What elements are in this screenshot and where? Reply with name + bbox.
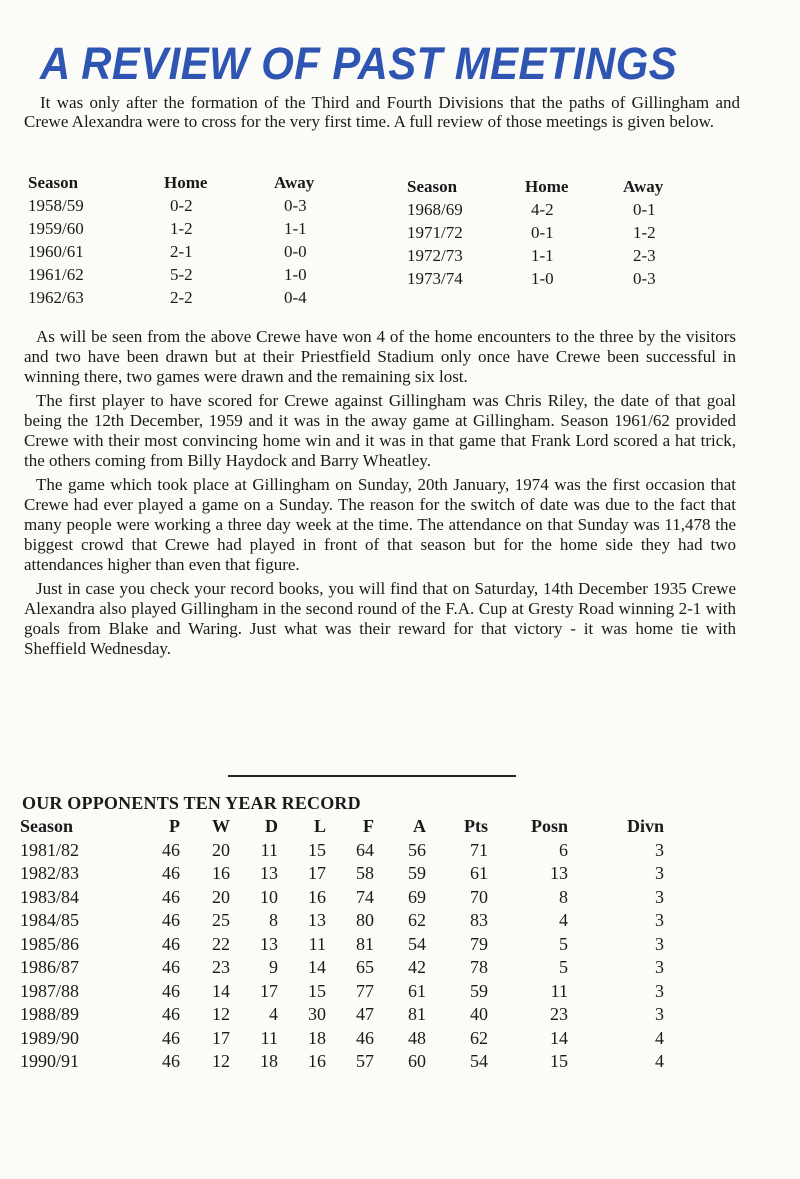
record-row <box>20 862 664 886</box>
points-cell: 70 <box>470 886 488 907</box>
points-cell: 83 <box>470 910 488 931</box>
lost-header: L <box>313 816 326 837</box>
season-cell: 1982/83 <box>20 863 80 884</box>
article-paragraph: Just in case you check your record books, you will find that on Saturday, 14th December 1935 Crewe Alexandra also played Gillingham in the second round of the F.A. Cup at Gresty Road winning 2-1 with goals from Blake and Waring. Just what was their reward for that victory - it was home tie with Sheffield Wednesday. <box>24 579 736 658</box>
drawn-cell: 13 <box>260 863 278 884</box>
home-score-cell: 0-1 <box>531 222 554 242</box>
season-cell: 1983/84 <box>20 886 80 907</box>
position-header: Posn <box>530 816 568 837</box>
drawn-cell: 8 <box>269 910 278 931</box>
division-header: Divn <box>626 816 664 837</box>
record-row <box>20 1050 664 1074</box>
meeting-row <box>28 217 354 240</box>
intro-text <box>24 93 740 131</box>
home-score-cell: 1-2 <box>170 218 193 238</box>
season-cell: 1986/87 <box>20 957 80 978</box>
won-cell: 25 <box>212 910 230 931</box>
played-cell: 46 <box>162 1027 180 1048</box>
played-cell: 46 <box>162 980 180 1001</box>
division-cell: 3 <box>655 839 664 860</box>
position-cell: 15 <box>550 1051 568 1072</box>
won-cell: 12 <box>212 1051 230 1072</box>
points-cell: 71 <box>470 839 488 860</box>
won-header: W <box>212 816 230 837</box>
intro-paragraph: It was only after the formation of the Third and Fourth Divisions that the paths of Gillingham and Crewe Alexandra were to cross for the very first time. A full review of those meetings is given below. <box>24 93 740 131</box>
season-cell: 1988/89 <box>20 1004 80 1025</box>
lost-cell: 30 <box>308 1004 326 1025</box>
for-cell: 47 <box>356 1004 374 1025</box>
for-cell: 81 <box>356 933 374 954</box>
drawn-cell: 10 <box>260 886 278 907</box>
article-body <box>24 327 736 663</box>
season-cell: 1958/59 <box>28 195 84 215</box>
season-cell: 1984/85 <box>20 910 80 931</box>
won-cell: 22 <box>212 933 230 954</box>
for-header: F <box>363 816 374 837</box>
against-cell: 48 <box>408 1027 426 1048</box>
position-cell: 14 <box>550 1027 568 1048</box>
position-cell: 5 <box>559 957 568 978</box>
played-cell: 46 <box>162 1004 180 1025</box>
for-cell: 80 <box>356 910 374 931</box>
for-cell: 65 <box>356 957 374 978</box>
position-cell: 11 <box>550 980 568 1001</box>
season-cell: 1972/73 <box>407 245 463 265</box>
drawn-cell: 18 <box>260 1051 278 1072</box>
division-cell: 3 <box>655 863 664 884</box>
away-score-cell: 0-3 <box>284 195 307 215</box>
season-cell: 1989/90 <box>20 1027 80 1048</box>
lost-cell: 18 <box>308 1027 326 1048</box>
meeting-row <box>28 263 354 286</box>
home-header: Home <box>525 176 569 196</box>
away-score-cell: 1-0 <box>284 264 307 284</box>
division-cell: 3 <box>655 957 664 978</box>
won-cell: 23 <box>212 957 230 978</box>
record-heading: OUR OPPONENTS TEN YEAR RECORD <box>22 793 361 813</box>
division-cell: 3 <box>655 910 664 931</box>
against-header: A <box>413 816 426 837</box>
record-row <box>20 956 664 980</box>
won-cell: 12 <box>212 1004 230 1025</box>
meeting-row <box>28 286 354 309</box>
lost-cell: 13 <box>308 910 326 931</box>
home-header: Home <box>164 172 208 192</box>
home-score-cell: 4-2 <box>531 199 554 219</box>
drawn-header: D <box>265 816 278 837</box>
drawn-cell: 13 <box>260 933 278 954</box>
for-cell: 57 <box>356 1051 374 1072</box>
meeting-row <box>407 244 703 267</box>
season-header: Season <box>20 816 74 837</box>
season-cell: 1987/88 <box>20 980 80 1001</box>
home-score-cell: 1-0 <box>531 268 554 288</box>
article-paragraph: The first player to have scored for Crewe against Gillingham was Chris Riley, the date of that goal being the 12th December, 1959 and it was in the away game at Gillingham. Season 1961/62 provided Crewe with their most convincing home win and it was in that game that Frank Lord scored a hat trick, the others coming from Billy Haydock and Barry Wheatley. <box>24 391 736 470</box>
meeting-row <box>407 221 703 244</box>
lost-cell: 16 <box>308 886 326 907</box>
points-cell: 59 <box>470 980 488 1001</box>
against-cell: 42 <box>408 957 426 978</box>
away-score-cell: 0-3 <box>633 268 656 288</box>
against-cell: 61 <box>408 980 426 1001</box>
record-row <box>20 1027 664 1051</box>
position-cell: 23 <box>550 1004 568 1025</box>
meeting-row <box>28 194 354 217</box>
for-cell: 74 <box>356 886 374 907</box>
won-cell: 20 <box>212 886 230 907</box>
meetings-table-right <box>407 175 703 290</box>
home-score-cell: 2-2 <box>170 287 193 307</box>
position-cell: 5 <box>559 933 568 954</box>
page-title: A REVIEW OF PAST MEETINGS <box>40 38 678 89</box>
division-cell: 3 <box>655 886 664 907</box>
against-cell: 56 <box>408 839 426 860</box>
lost-cell: 15 <box>308 980 326 1001</box>
away-score-cell: 1-1 <box>284 218 307 238</box>
points-cell: 79 <box>470 933 488 954</box>
for-cell: 77 <box>356 980 374 1001</box>
points-header: Pts <box>464 816 488 837</box>
season-cell: 1960/61 <box>28 241 84 261</box>
drawn-cell: 11 <box>260 839 278 860</box>
record-row <box>20 1003 664 1027</box>
season-cell: 1971/72 <box>407 222 463 242</box>
away-score-cell: 0-4 <box>284 287 307 307</box>
season-cell: 1962/63 <box>28 287 84 307</box>
lost-cell: 14 <box>308 957 326 978</box>
season-cell: 1973/74 <box>407 268 463 288</box>
for-cell: 64 <box>356 839 374 860</box>
record-row <box>20 839 664 863</box>
away-score-cell: 2-3 <box>633 245 656 265</box>
season-cell: 1985/86 <box>20 933 80 954</box>
division-cell: 3 <box>655 933 664 954</box>
won-cell: 17 <box>212 1027 230 1048</box>
season-cell: 1981/82 <box>20 839 80 860</box>
meeting-row <box>407 267 703 290</box>
lost-cell: 16 <box>308 1051 326 1072</box>
home-score-cell: 2-1 <box>170 241 193 261</box>
away-score-cell: 1-2 <box>633 222 656 242</box>
drawn-cell: 11 <box>260 1027 278 1048</box>
record-row <box>20 933 664 957</box>
section-divider <box>228 775 516 777</box>
division-cell: 3 <box>655 980 664 1001</box>
away-score-cell: 0-0 <box>284 241 307 261</box>
division-cell: 3 <box>655 1004 664 1025</box>
meetings-header-row <box>407 175 703 198</box>
points-cell: 62 <box>470 1027 488 1048</box>
played-cell: 46 <box>162 839 180 860</box>
home-score-cell: 1-1 <box>531 245 554 265</box>
against-cell: 59 <box>408 863 426 884</box>
away-score-cell: 0-1 <box>633 199 656 219</box>
played-header: P <box>169 816 180 837</box>
season-cell: 1968/69 <box>407 199 463 219</box>
season-header: Season <box>407 176 458 196</box>
points-cell: 78 <box>470 957 488 978</box>
played-cell: 46 <box>162 1051 180 1072</box>
against-cell: 54 <box>408 933 426 954</box>
won-cell: 20 <box>212 839 230 860</box>
played-cell: 46 <box>162 910 180 931</box>
position-cell: 6 <box>559 839 568 860</box>
away-header: Away <box>274 172 315 192</box>
drawn-cell: 17 <box>260 980 278 1001</box>
won-cell: 14 <box>212 980 230 1001</box>
points-cell: 61 <box>470 863 488 884</box>
division-cell: 4 <box>655 1027 664 1048</box>
article-paragraph: The game which took place at Gillingham on Sunday, 20th January, 1974 was the first occasion that Crewe had ever played a game on a Sunday. The reason for the switch of date was due to the fact that many people were working a three day week at the time. The attendance on that Sunday was 11,478 the biggest crowd that Crewe had played in front of that season but for the home side they had two attendances higher than even that figure. <box>24 475 736 574</box>
lost-cell: 15 <box>308 839 326 860</box>
for-cell: 58 <box>356 863 374 884</box>
record-row <box>20 909 664 933</box>
season-header: Season <box>28 172 79 192</box>
position-cell: 13 <box>550 863 568 884</box>
lost-cell: 17 <box>308 863 326 884</box>
for-cell: 46 <box>356 1027 374 1048</box>
played-cell: 46 <box>162 863 180 884</box>
record-header-row <box>20 815 664 839</box>
home-score-cell: 0-2 <box>170 195 193 215</box>
record-row <box>20 980 664 1004</box>
meetings-table-left <box>28 171 354 309</box>
drawn-cell: 9 <box>269 957 278 978</box>
played-cell: 46 <box>162 933 180 954</box>
against-cell: 62 <box>408 910 426 931</box>
against-cell: 60 <box>408 1051 426 1072</box>
points-cell: 54 <box>470 1051 488 1072</box>
played-cell: 46 <box>162 886 180 907</box>
meeting-row <box>407 198 703 221</box>
record-row <box>20 886 664 910</box>
season-cell: 1990/91 <box>20 1051 80 1072</box>
article-paragraph: As will be seen from the above Crewe have won 4 of the home encounters to the three by the visitors and two have been drawn but at their Priestfield Stadium only once have Crewe been successful in winning there, two games were drawn and the remaining six lost. <box>24 327 736 386</box>
position-cell: 8 <box>559 886 568 907</box>
won-cell: 16 <box>212 863 230 884</box>
points-cell: 40 <box>470 1004 488 1025</box>
division-cell: 4 <box>655 1051 664 1072</box>
season-cell: 1961/62 <box>28 264 84 284</box>
away-header: Away <box>623 176 664 196</box>
position-cell: 4 <box>559 910 568 931</box>
drawn-cell: 4 <box>269 1004 278 1025</box>
played-cell: 46 <box>162 957 180 978</box>
season-cell: 1959/60 <box>28 218 84 238</box>
lost-cell: 11 <box>308 933 326 954</box>
ten-year-record-table <box>20 815 664 1074</box>
home-score-cell: 5-2 <box>170 264 193 284</box>
meeting-row <box>28 240 354 263</box>
against-cell: 81 <box>408 1004 426 1025</box>
meetings-header-row <box>28 171 354 194</box>
against-cell: 69 <box>408 886 426 907</box>
